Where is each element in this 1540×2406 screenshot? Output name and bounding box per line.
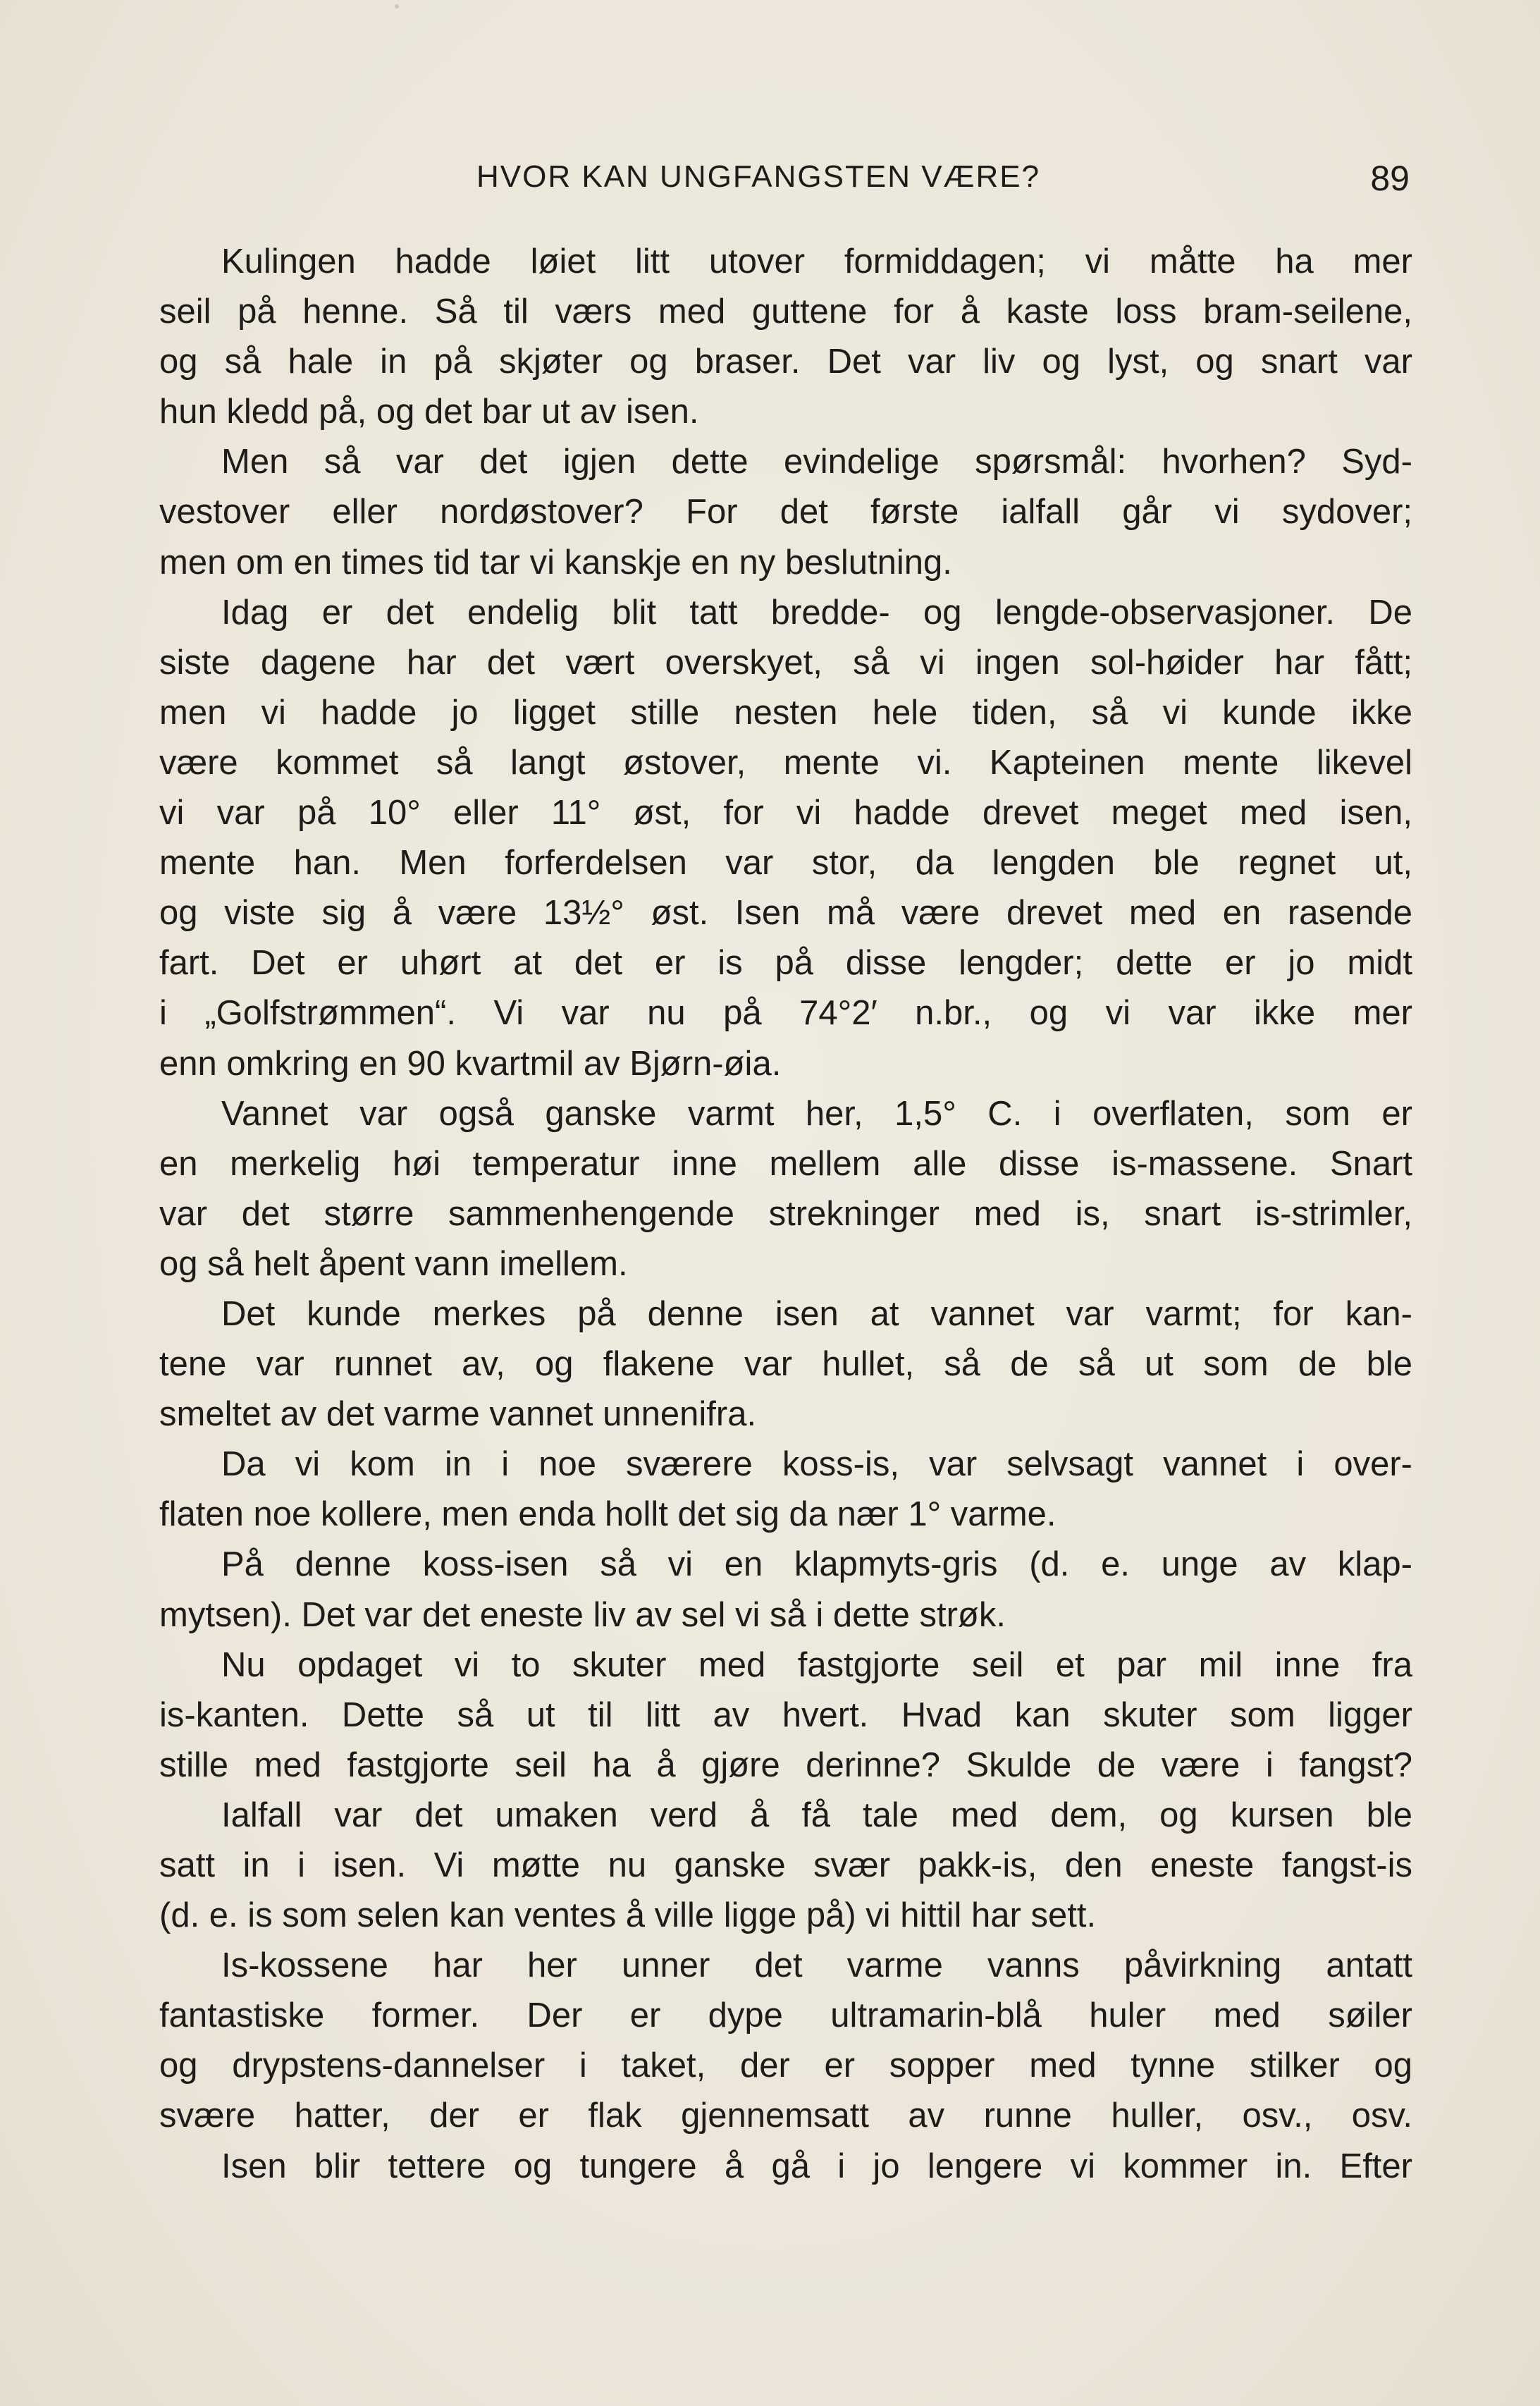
text-line: men om en times tid tar vi kanskje en ny beslutning. (159, 543, 952, 582)
text-line: vestover eller nordøstover? For det første ialfall går vi sydover; (159, 493, 1412, 532)
text-line: smeltet av det varme vannet unnenifra. (159, 1395, 757, 1434)
paper-speck (395, 4, 399, 8)
text-line: Isen blir tettere og tungere å gå i jo lengere vi kommer in. Efter (221, 2147, 1412, 2185)
text-line: Vannet var også ganske varmt her, 1,5° C. i overflaten, som er (221, 1094, 1412, 1133)
text-line: mente han. Men forferdelsen var stor, da lengden ble regnet ut, (159, 844, 1412, 883)
text-line: svære hatter, der er flak gjennemsatt av runne huller, osv., osv. (159, 2097, 1412, 2135)
page-number: 89 (1370, 159, 1410, 198)
text-line: Ialfall var det umaken verd å få tale med dem, og kursen ble (221, 1796, 1412, 1834)
text-line: satt in i isen. Vi møtte nu ganske svær pakk-is, den eneste fangst-is (159, 1846, 1412, 1884)
page-header (159, 154, 1410, 203)
text-line: Is-kossene har her unner det varme vanns påvirkning antatt (221, 1946, 1412, 1985)
text-line: fart. Det er uhørt at det er is på disse lengder; dette er jo midt (159, 944, 1412, 983)
text-line: og så helt åpent vann imellem. (159, 1244, 628, 1283)
text-line: flaten noe kollere, men enda hollt det sig da nær 1° varme. (159, 1495, 1057, 1534)
text-line: mytsen). Det var det eneste liv av sel vi så i dette strøk. (159, 1595, 1006, 1634)
text-line: Det kunde merkes på denne isen at vannet var varmt; for kan- (221, 1294, 1412, 1333)
text-line: (d. e. is som selen kan ventes å ville ligge på) vi hittil har sett. (159, 1896, 1097, 1935)
text-line: is-kanten. Dette så ut til litt av hvert. Hvad kan skuter som ligger (159, 1695, 1412, 1734)
text-line: og viste sig å være 13½° øst. Isen må være drevet med en rasende (159, 894, 1412, 933)
text-line: enn omkring en 90 kvartmil av Bjørn-øia. (159, 1044, 782, 1083)
text-line: var det større sammenhengende strekninger med is, snart is-strimler, (159, 1194, 1412, 1233)
text-line: Da vi kom in i noe sværere koss-is, var selvsagt vannet i over- (221, 1445, 1412, 1484)
text-line: hun kledd på, og det bar ut av isen. (159, 393, 699, 431)
text-line: siste dagene har det vært overskyet, så vi ingen sol-høider har fått; (159, 643, 1412, 682)
text-line: være kommet så langt østover, mente vi. Kapteinen mente likevel (159, 743, 1412, 782)
text-line: Men så var det igjen dette evindelige spørsmål: hvorhen? Syd- (221, 443, 1412, 481)
text-line: fantastiske former. Der er dype ultramarin-blå huler med søiler (159, 1996, 1412, 2035)
text-line: stille med fastgjorte seil ha å gjøre derinne? Skulde de være i fangst? (159, 1745, 1412, 1784)
text-line: Nu opdaget vi to skuter med fastgjorte seil et par mil inne fra (221, 1645, 1412, 1684)
text-line: en merkelig høi temperatur inne mellem alle disse is-massene. Snart (159, 1144, 1412, 1183)
text-line: og så hale in på skjøter og braser. Det var liv og lyst, og snart var (159, 343, 1412, 381)
running-title: HVOR KAN UNGFANGSTEN VÆRE? (476, 159, 1041, 194)
text-line: i „Golfstrømmen“. Vi var nu på 74°2′ n.br., og vi var ikke mer (159, 994, 1412, 1033)
text-line: og drypstens-dannelser i taket, der er sopper med tynne stilker og (159, 2046, 1412, 2085)
body-text (159, 237, 1412, 2192)
text-line: tene var runnet av, og flakene var hullet, så de så ut som de ble (159, 1345, 1412, 1384)
text-line: seil på henne. Så til værs med guttene for å kaste loss bram-seilene, (159, 293, 1412, 331)
text-line: Idag er det endelig blit tatt bredde- og lengde-observasjoner. De (221, 593, 1412, 632)
text-line: vi var på 10° eller 11° øst, for vi hadde drevet meget med isen, (159, 794, 1412, 833)
text-line: men vi hadde jo ligget stille nesten hele tiden, så vi kunde ikke (159, 693, 1412, 732)
text-line: På denne koss-isen så vi en klapmyts-gris (d. e. unge av klap- (221, 1545, 1412, 1584)
text-line: Kulingen hadde løiet litt utover formiddagen; vi måtte ha mer (221, 243, 1412, 281)
